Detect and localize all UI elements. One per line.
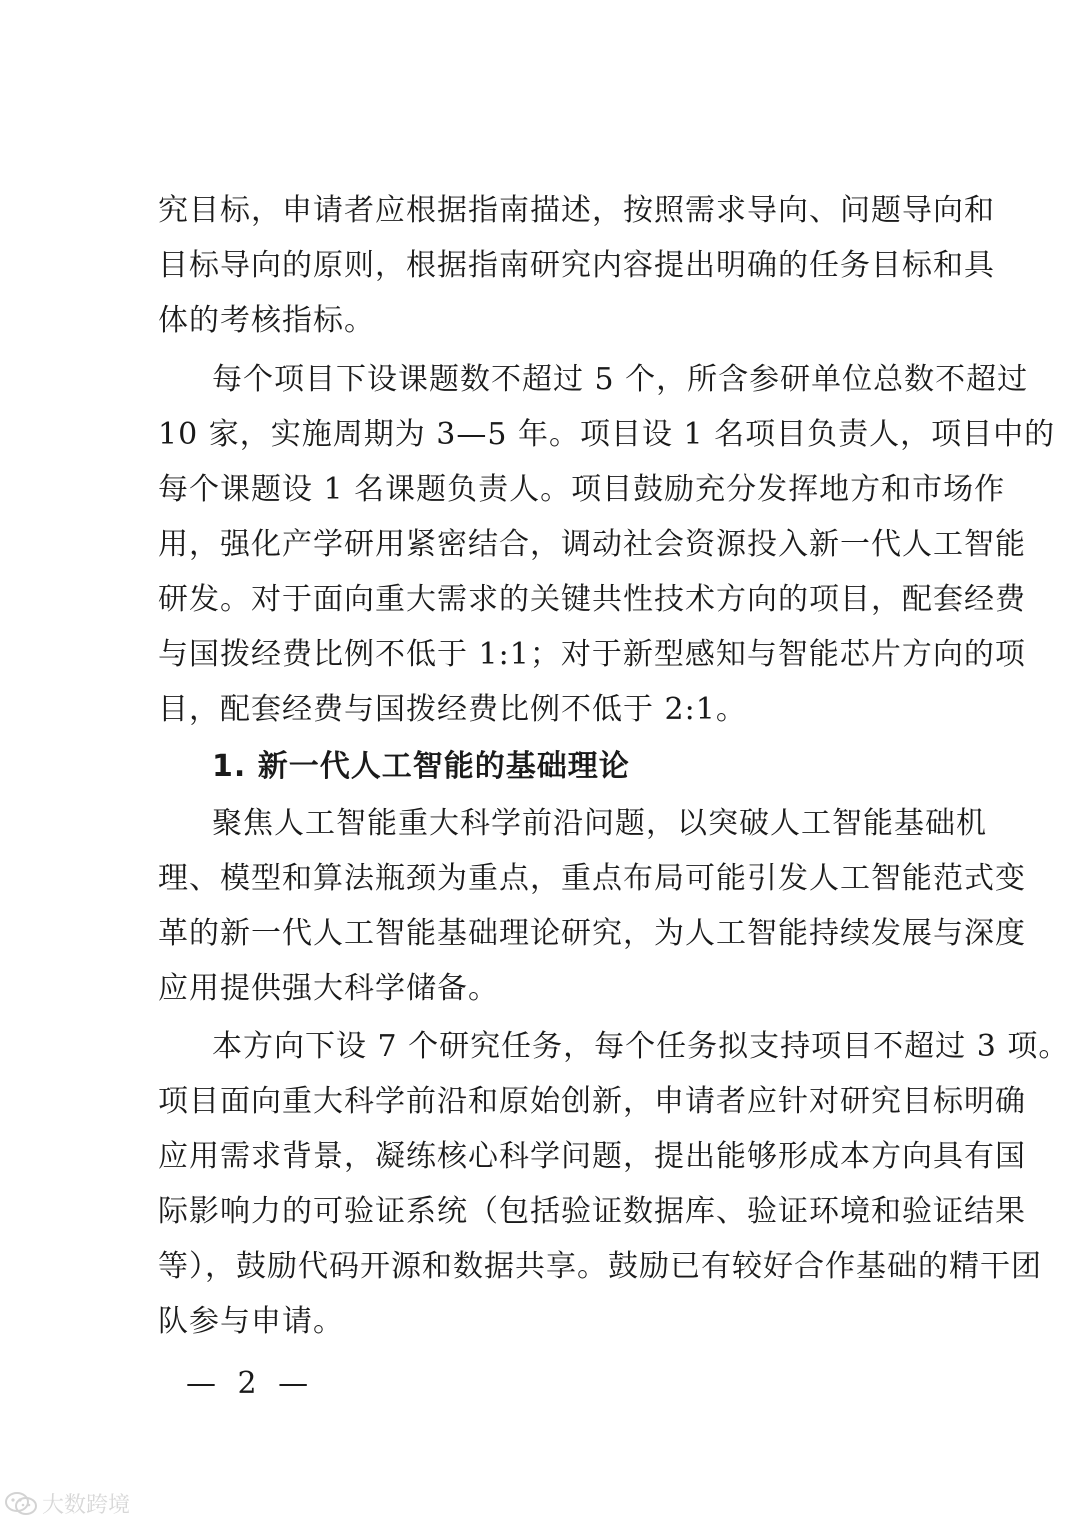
section-heading: 1. 新一代人工智能的基础理论 [212, 749, 630, 784]
paragraph-line: 目，配套经费与国拨经费比例不低于 2:1。 [158, 692, 747, 727]
paragraph-line: 应用提供强大科学储备。 [158, 971, 499, 1006]
watermark [4, 1488, 130, 1519]
wechat-logo-icon [4, 1491, 38, 1517]
paragraph-line: 目标导向的原则，根据指南研究内容提出明确的任务目标和具 [158, 248, 995, 283]
paragraph-line: 队参与申请。 [158, 1304, 344, 1339]
paragraph-line: 聚焦人工智能重大科学前沿问题，以突破人工智能基础机 [212, 806, 987, 841]
paragraph-line: 本方向下设 7 个研究任务，每个任务拟支持项目不超过 3 项。 [212, 1029, 1070, 1064]
paragraph-line: 应用需求背景，凝练核心科学问题，提出能够形成本方向具有国 [158, 1139, 1026, 1174]
paragraph-line: 等），鼓励代码开源和数据共享。鼓励已有较好合作基础的精干团 [158, 1249, 1042, 1284]
paragraph-line: 理、模型和算法瓶颈为重点，重点布局可能引发人工智能范式变 [158, 861, 1026, 896]
paragraph-line: 革的新一代人工智能基础理论研究，为人工智能持续发展与深度 [158, 916, 1026, 951]
paragraph-line: 与国拨经费比例不低于 1:1；对于新型感知与智能芯片方向的项 [158, 637, 1026, 672]
paragraph-line: 研发。对于面向重大需求的关键共性技术方向的项目，配套经费 [158, 582, 1026, 617]
paragraph-line: 每个课题设 1 名课题负责人。项目鼓励充分发挥地方和市场作 [158, 472, 1006, 507]
page-number: — 2 — [186, 1366, 315, 1401]
paragraph-line: 项目面向重大科学前沿和原始创新，申请者应针对研究目标明确 [158, 1084, 1026, 1119]
paragraph-line: 每个项目下设课题数不超过 5 个，所含参研单位总数不超过 [212, 362, 1029, 397]
watermark-text: 大数跨境 [42, 1493, 131, 1518]
paragraph-line: 10 家，实施周期为 3—5 年。项目设 1 名项目负责人，项目中的 [158, 417, 1056, 452]
paragraph-line: 用，强化产学研用紧密结合，调动社会资源投入新一代人工智能 [158, 527, 1026, 562]
paragraph-line: 究目标，申请者应根据指南描述，按照需求导向、问题导向和 [158, 193, 995, 228]
paragraph-line: 体的考核指标。 [158, 303, 375, 338]
paragraph-line: 际影响力的可验证系统（包括验证数据库、验证环境和验证结果 [158, 1194, 1026, 1229]
